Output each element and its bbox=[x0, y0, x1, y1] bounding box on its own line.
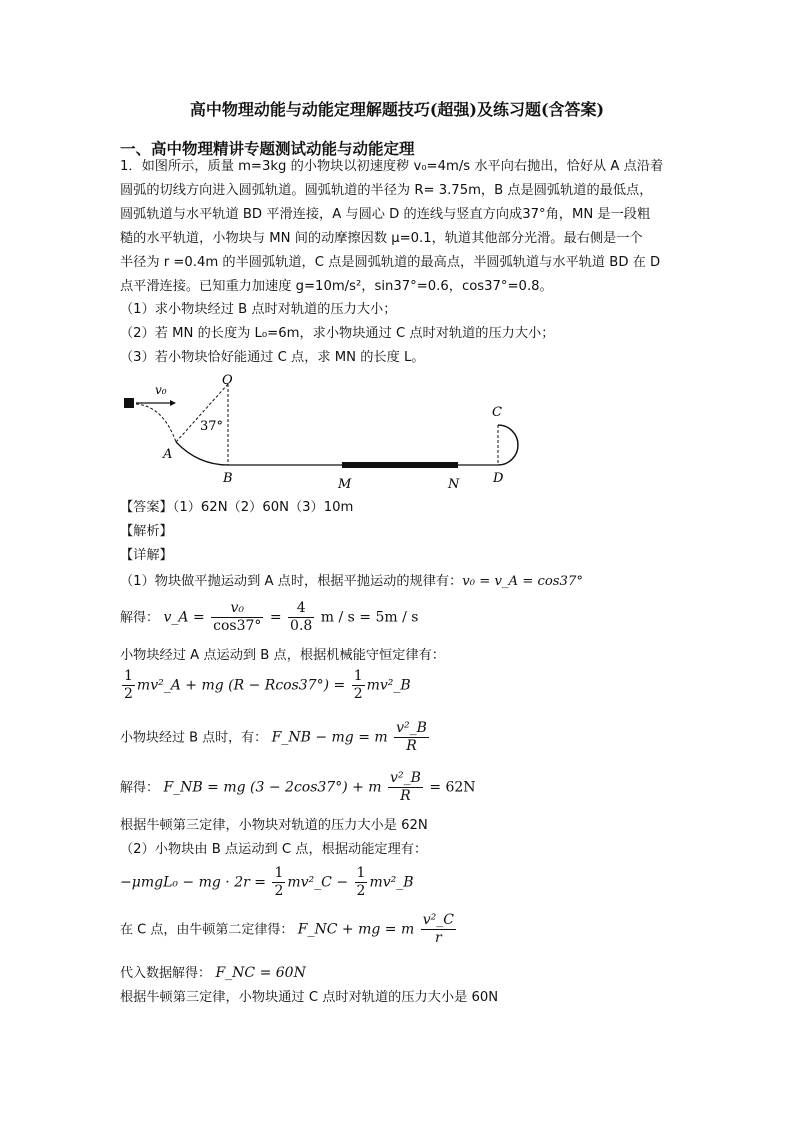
answer-line: 【答案】（1）62N（2）60N（3）10m bbox=[120, 500, 354, 515]
solution-step: （2）小物块由 B 点运动到 C 点，根据动能定理有： bbox=[120, 842, 428, 857]
label-D: D bbox=[493, 471, 504, 486]
question-3: （3）若小物块恰好能通过 C 点，求 MN 的长度 L。 bbox=[120, 350, 425, 365]
analysis-heading: 【解析】 bbox=[120, 524, 173, 539]
problem-line: 糙的水平轨道，小物块与 MN 间的动摩擦因数 μ=0.1，轨道其他部分光滑。最右侧是一个 bbox=[120, 231, 643, 246]
problem-line: 圆弧的切线方向进入圆弧轨道。圆弧轨道的半径为 R= 3.75m，B 点是圆弧轨道的最低点， bbox=[120, 183, 653, 198]
problem-line: 圆弧轨道与水平轨道 BD 平滑连接，A 与圆心 D 的连线与竖直方向成37°角，MN 是一段粗 bbox=[120, 207, 651, 222]
label-angle: 37° bbox=[200, 419, 224, 434]
equation: 小物块经过 B 点时，有： F_NB − mg = m $\frac{\text{v²\_B}}{R}$ bbox=[120, 720, 427, 754]
label-A: A bbox=[163, 447, 173, 462]
trajectory-path bbox=[136, 404, 176, 442]
question-2: （2）若 MN 的长度为 L₀=6m，求小物块通过 C 点时对轨道的压力大小； bbox=[120, 326, 555, 341]
document-title: 高中物理动能与动能定理解题技巧(超强)及练习题(含答案) bbox=[189, 100, 605, 119]
equation: 在 C 点，由牛顿第二定律得： F_NC + mg = m $\frac{\text{v²\_C}}{r}$ bbox=[120, 912, 454, 946]
problem-line: 点平滑连接。已知重力加速度 g=10m/s²，sin37°=0.6，cos37°=0.8。 bbox=[120, 279, 553, 294]
semicircle-track bbox=[498, 425, 518, 465]
label-C: C bbox=[492, 405, 502, 420]
equation: v₀ = v_A = cos37° bbox=[462, 574, 583, 589]
equation: −μmgL₀ − mg · 2r = $\frac{1}{2}$ mv²_C − $\frac{1}{2}$ mv²_B bbox=[120, 865, 414, 899]
section-heading: 一、高中物理精讲专题测试动能与动能定理 bbox=[120, 140, 415, 158]
problem-line: 1．如图所示，质量 m=3kg 的小物块以初速度秽 v₀=4m/s 水平向右抛出，恰好从 A 点沿着 bbox=[120, 159, 664, 174]
equation: $\frac{1}{2}$ mv²_A + mg (R − Rcos37°) = $\frac{1}{2}$ mv²_B bbox=[124, 668, 411, 702]
problem-line: 半径为 r =0.4m 的半圆弧轨道，C 点是圆弧轨道的最高点，半圆弧轨道与水平轨道 BD 在 D bbox=[120, 255, 661, 270]
solution-step: 根据牛顿第三定律，小物块通过 C 点时对轨道的压力大小是 60N bbox=[120, 990, 499, 1005]
block-icon bbox=[124, 398, 134, 408]
arc-track bbox=[176, 442, 228, 465]
velocity-arrow-icon bbox=[170, 400, 176, 406]
solution-step: （1）物块做平抛运动到 A 点时，根据平抛运动的规律有：v₀ = v_A = cos37° bbox=[120, 574, 583, 589]
label-N: N bbox=[448, 477, 460, 492]
equation: 代入数据解得： F_NC = 60N bbox=[120, 965, 306, 981]
equation: 解得： F_NB = mg (3 − 2cos37°) + m $\frac{\text{v²\_B}}{R}$ = 62N bbox=[120, 770, 476, 804]
rough-segment-MN bbox=[342, 462, 458, 468]
physics-diagram bbox=[118, 370, 538, 495]
solution-step: 根据牛顿第三定律，小物块对轨道的压力大小是 62N bbox=[120, 818, 428, 833]
equation: 解得： v_A = $\frac{\text{v₀}}{\cos 37^\circ}$ = $\frac{4}{0.8}$ m / s = 5m / s bbox=[120, 600, 419, 634]
question-1: （1）求小物块经过 B 点时对轨道的压力大小； bbox=[120, 302, 397, 317]
detail-heading: 【详解】 bbox=[120, 548, 173, 563]
label-M: M bbox=[338, 477, 352, 492]
label-v0: v₀ bbox=[155, 383, 167, 397]
label-O: O bbox=[222, 373, 233, 388]
solution-step: 小物块经过 A 点运动到 B 点，根据机械能守恒定律有： bbox=[120, 648, 445, 663]
label-B: B bbox=[223, 471, 233, 486]
